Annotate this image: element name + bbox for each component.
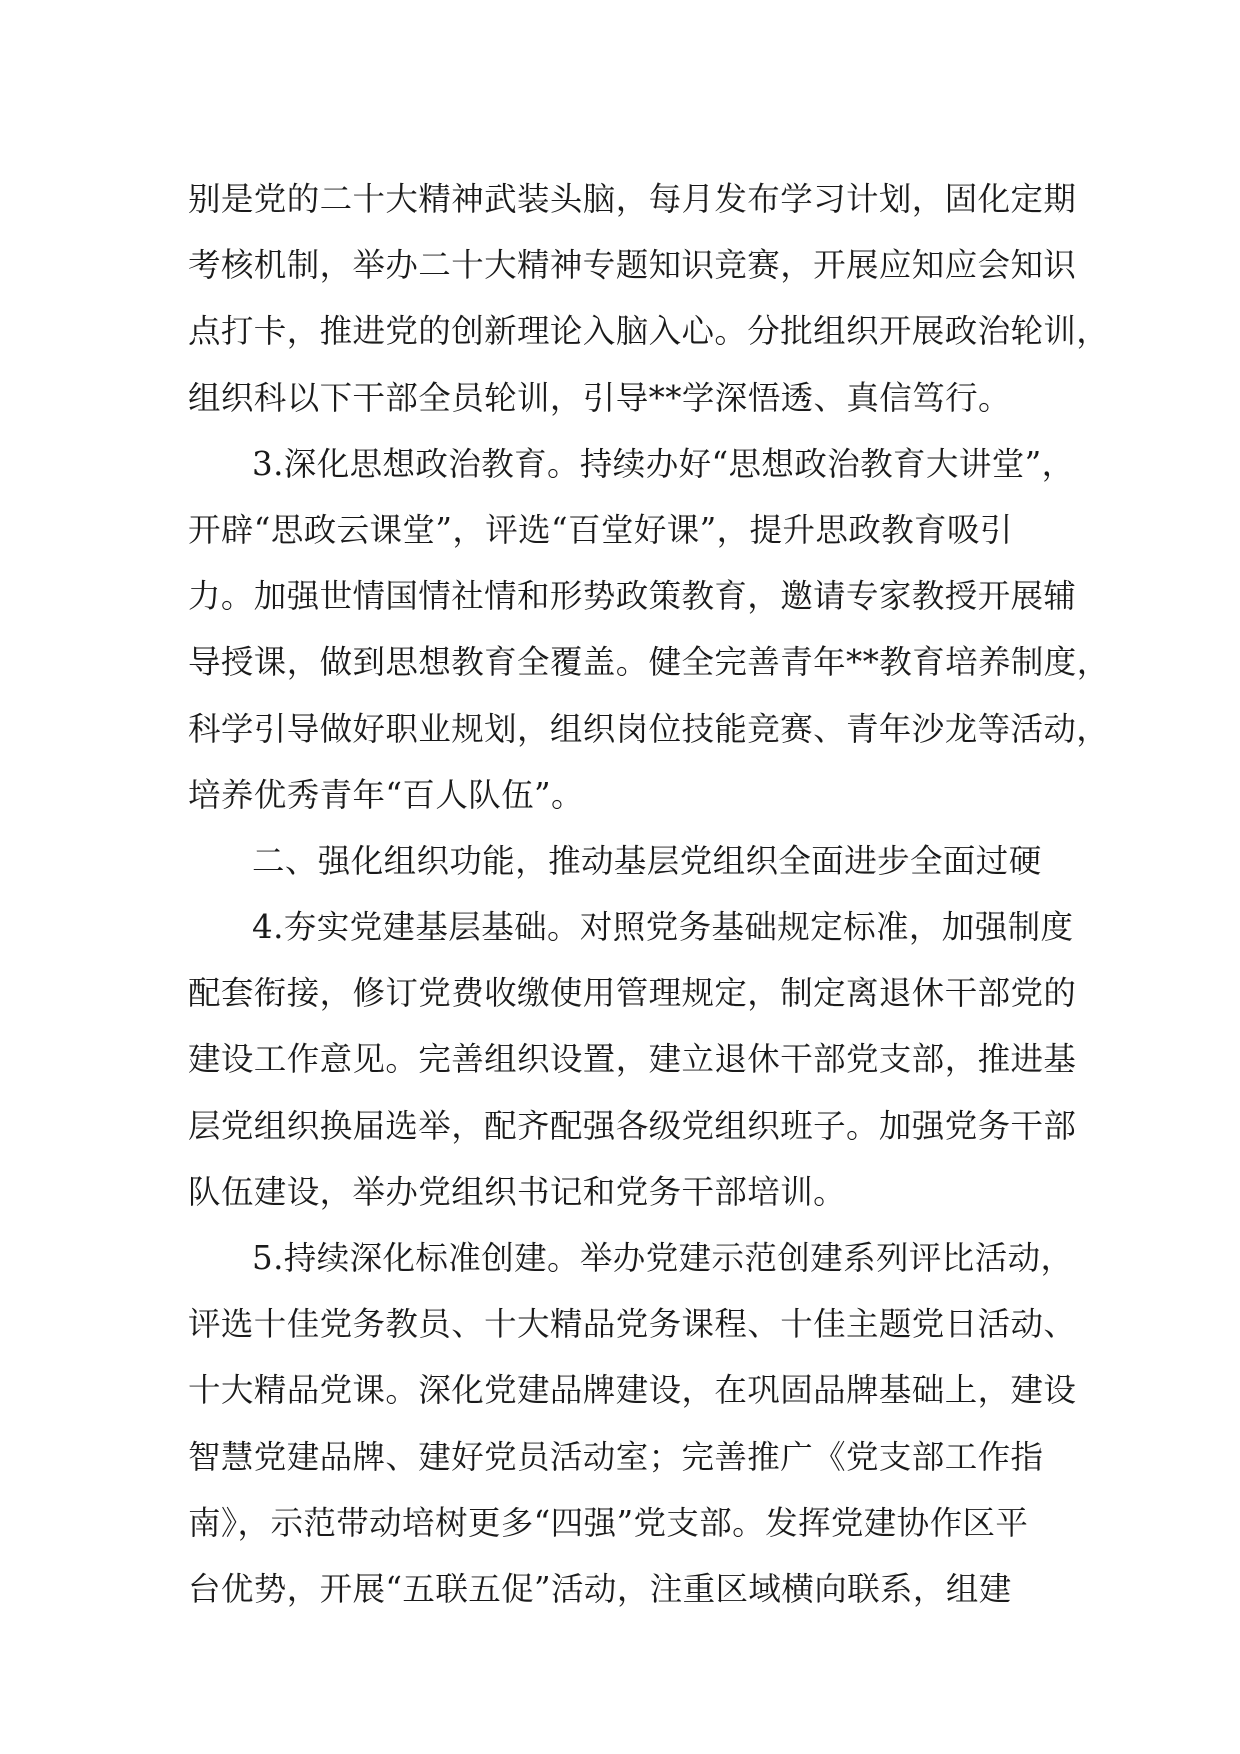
text-line: 力。加强世情国情社情和形势政策教育，邀请专家教授开展辅 (188, 577, 1077, 616)
body-text (188, 166, 1110, 1622)
text-line: 评选十佳党务教员、十大精品党务课程、十佳主题党日活动、 (188, 1305, 1077, 1344)
text-line: 培养优秀青年“百人队伍”。 (188, 775, 584, 814)
text-line: 考核机制，举办二十大精神专题知识竞赛，开展应知应会知识 (188, 246, 1077, 285)
text-line: 5.持续深化标准创建。举办党建示范创建系列评比活动， (252, 1239, 1074, 1277)
text-line: 十大精品党课。深化党建品牌建设，在巩固品牌基础上，建设 (188, 1371, 1077, 1410)
text-line: 智慧党建品牌、建好党员活动室；完善推广《党支部工作指 (188, 1437, 1044, 1476)
text-line: 南》，示范带动培树更多“四强”党支部。发挥党建协作区平 (188, 1503, 1029, 1542)
text-line: 台优势，开展“五联五促”活动，注重区域横向联系，组建 (188, 1569, 1012, 1608)
text-line: 组织科以下干部全员轮训，引导**学深悟透、真信笃行。 (188, 378, 1011, 417)
text-line: 3.深化思想政治教育。持续办好“思想政治教育大讲堂”， (252, 444, 1075, 483)
text-line: 点打卡，推进党的创新理论入脑入心。分批组织开展政治轮训， (188, 312, 1110, 351)
text-line: 建设工作意见。完善组织设置，建立退休干部党支部，推进基 (188, 1040, 1077, 1079)
text-line: 二、强化组织功能，推动基层党组织全面进步全面过硬 (252, 841, 1042, 880)
text-line: 4.夯实党建基层基础。对照党务基础规定标准，加强制度 (252, 908, 1074, 947)
text-line: 开辟“思政云课堂”，评选“百堂好课”，提升思政教育吸引 (188, 510, 1013, 549)
text-line: 配套衔接，修订党费收缴使用管理规定，制定离退休干部党的 (188, 974, 1077, 1013)
text-line: 导授课，做到思想教育全覆盖。健全完善青年**教育培养制度， (188, 643, 1110, 682)
text-line: 队伍建设，举办党组织书记和党务干部培训。 (188, 1172, 847, 1211)
text-line: 科学引导做好职业规划，组织岗位技能竞赛、青年沙龙等活动， (188, 709, 1110, 748)
text-line: 别是党的二十大精神武装头脑，每月发布学习计划，固化定期 (188, 180, 1077, 218)
text-line: 层党组织换届选举，配齐配强各级党组织班子。加强党务干部 (188, 1106, 1077, 1145)
